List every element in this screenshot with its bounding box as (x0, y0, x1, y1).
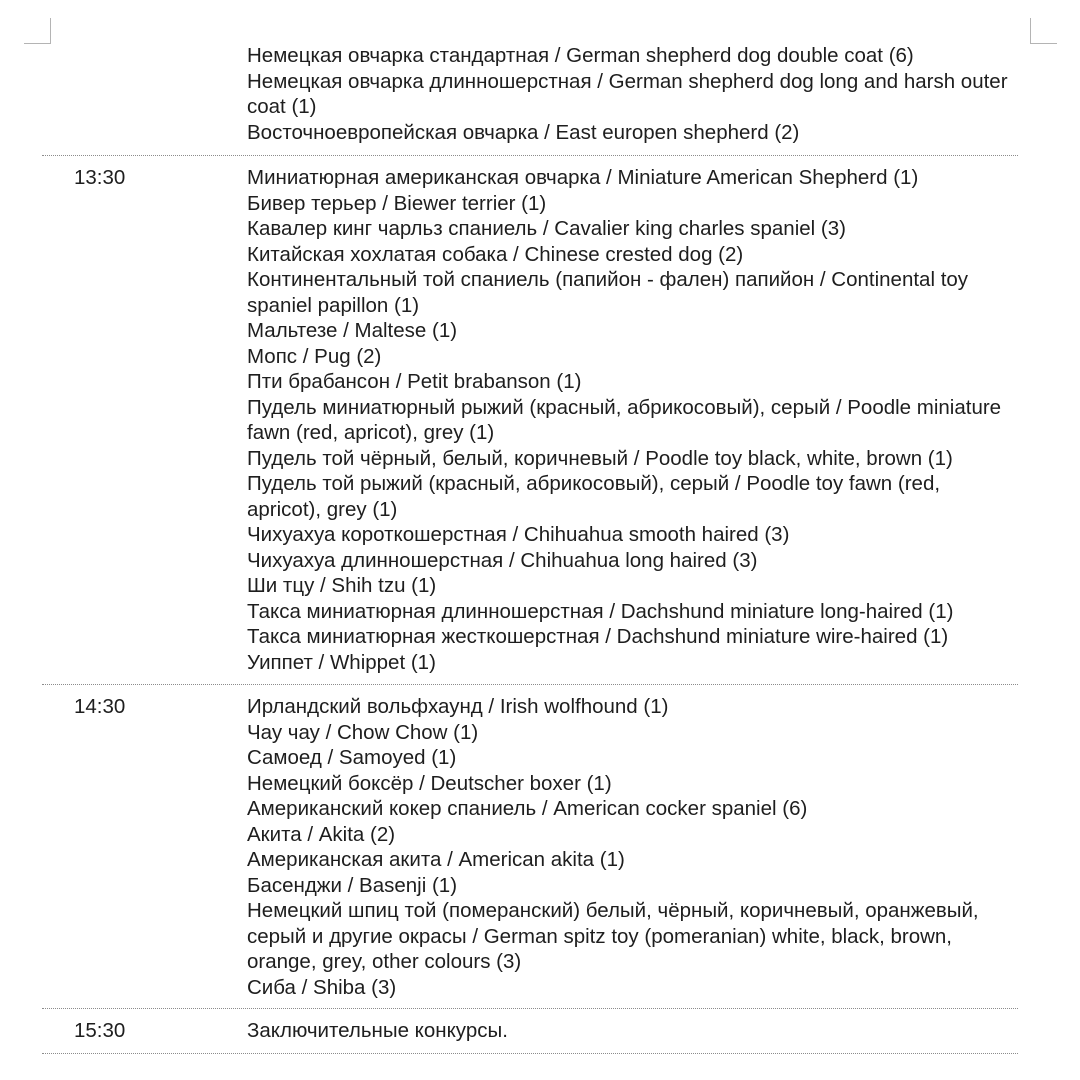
breed-entry: Мальтезе / Maltese (1) (247, 319, 458, 342)
breed-entry: Уиппет / Whippet (1) (247, 650, 436, 674)
breed-entry: Кавалер кинг чарльз спаниель / Cavalier king charles spaniel (3) (247, 217, 846, 240)
breed-entry: Чихуахуа длинношерстная / Chihuahua long haired (3) (247, 548, 758, 572)
breed-entry: Сиба / Shiba (3) (247, 975, 397, 999)
breed-entry: Басенджи / Basenji (1) (247, 873, 458, 897)
breed-entry: Ши тцу / Shih tzu (1) (247, 574, 437, 597)
breed-entry: Пти брабансон / Petit brabanson (1) (247, 370, 582, 393)
breed-entry: Немецкий боксёр / Deutscher boxer (1) (247, 771, 612, 795)
breed-entry: Миниатюрная американская овчарка / Miniature American Shepherd (1) (247, 166, 919, 189)
page-corner-mark-top-left (24, 18, 51, 44)
breed-entry: Такса миниатюрная длинношерстная / Dachshund miniature long-haired (1) (247, 599, 954, 623)
breed-entry: Ирландский вольфхаунд / Irish wolfhound (1) (247, 695, 669, 718)
breed-entry: Чихуахуа короткошерстная / Chihuahua smooth haired (3) (247, 523, 790, 546)
breed-entry: Континентальный той спаниель (папийон - фален) папийон / Continental toy spaniel papillon (1) (247, 268, 969, 317)
breed-entry: Акита / Akita (2) (247, 822, 396, 846)
closing-list (247, 1018, 1017, 1044)
breed-entry: Американская акита / American akita (1) (247, 848, 625, 871)
breed-entry: Восточноевропейская овчарка / East europen shepherd (2) (247, 120, 800, 144)
breed-entry: Немецкий шпиц той (померанский) белый, чёрный, коричневый, оранжевый, серый и другие окрасы / German spitz toy (pomeranian) white, black, brown, orange, grey, other colours (3) (247, 899, 979, 973)
breed-entry: Чау чау / Chow Chow (1) (247, 720, 479, 744)
section-divider (42, 684, 1018, 685)
breed-entry: Китайская хохлатая собака / Chinese crested dog (2) (247, 242, 744, 266)
breed-entry: Пудель той чёрный, белый, коричневый / Poodle toy black, white, brown (1) (247, 446, 953, 470)
page-corner-mark-top-right (1030, 18, 1057, 44)
breed-entry: Пудель миниатюрный рыжий (красный, абрикосовый), серый / Poodle miniature fawn (red, apricot), grey (1) (247, 395, 1002, 444)
breed-entry: Бивер терьер / Biewer terrier (1) (247, 191, 547, 215)
section-time: 13:30 (74, 166, 126, 189)
breed-entry: Немецкая овчарка длинношерстная / German shepherd dog long and harsh outer coat (1) (247, 69, 1008, 118)
breed-list (247, 694, 1017, 1000)
breed-entry: Немецкая овчарка стандартная / German shepherd dog double coat (6) (247, 44, 914, 67)
breed-list (247, 165, 1017, 675)
closing-competitions: Заключительные конкурсы. (247, 1019, 508, 1042)
section-divider (42, 1053, 1018, 1054)
section-divider (42, 1008, 1018, 1009)
breed-entry: Пудель той рыжий (красный, абрикосовый), серый / Poodle toy fawn (red, apricot), grey (1) (247, 472, 941, 521)
section-time: 14:30 (74, 695, 126, 718)
section-time: 15:30 (74, 1019, 126, 1042)
breed-entry: Самоед / Samoyed (1) (247, 746, 457, 769)
breed-entry: Мопс / Pug (2) (247, 344, 382, 368)
breed-entry: Американский кокер спаниель / American cocker spaniel (6) (247, 797, 808, 820)
section-divider (42, 155, 1018, 156)
breed-list (247, 43, 1017, 145)
breed-entry: Такса миниатюрная жесткошерстная / Dachshund miniature wire-haired (1) (247, 625, 949, 648)
